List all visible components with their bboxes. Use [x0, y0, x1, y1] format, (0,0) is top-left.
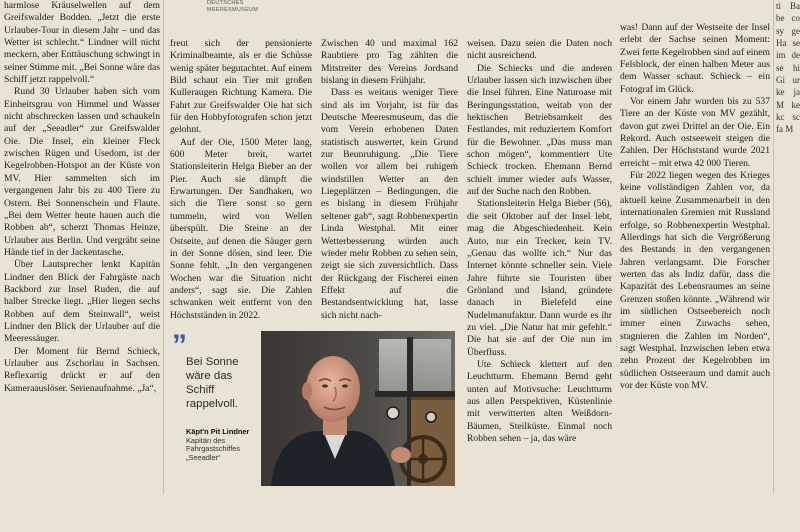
paragraph: freut sich der pensionierte Kriminalbeamte, als er die Schüsse wenig später begutachtet. Auf einem Bild schaut ein Tier mit großen Kulleraugen Richtung Kamera. Die Fahrt zur Greifswalder Oie hat sich für den Hobbyfotografen schon jetzt gelohnt.	[170, 38, 312, 136]
caption-name: Käpt'n Pit Lindner	[186, 427, 250, 436]
paragraph: weisen. Dazu seien die Daten noch nicht ausreichend.	[467, 38, 612, 62]
paragraph: Ute Schieck klettert auf den Leuchtturm. Ehemann Bernd geht unten auf Motivsuche: Leuchtturm aus allen Perspektiven, Küstenlinie mit verwitterten alten Weißdorn-Bäumen, Steilküste. Einmal noch Robben sehen – ja, das wäre	[467, 358, 612, 444]
paragraph: Vor einem Jahr wurden bis zu 537 Tiere an der Küste von MV gezählt, davon gut zwei Drittel an der Oie. Ein Rekord. Auch ostseeweit steigen die Zahlen. Der Höchststand wurde 2021 erreicht – mit etwa 42 000 Tieren.	[620, 96, 770, 169]
article-column-5	[620, 22, 770, 516]
column-rule	[163, 0, 164, 494]
column-rule	[773, 0, 774, 494]
adjacent-article-fragment: ti Ba be co sy ge Ha se im de se hi Gi ur ke ja M ke kc sc fa M	[776, 1, 800, 135]
quote-mark-icon: ”	[172, 329, 187, 362]
paragraph: Für 2022 liegen wegen des Krieges keine vollständigen Zahlen vor, da aktuell keine Zusammenarbeit in den internationalen Gremien mit Russland erfolge, so Robbenexpertin Westphal. Allerdings hat sich die Vergrößerung des Bestands in den vergangenen Jahren verlangsamt. Die Forscher werten das als Indiz dafür, dass die Kapazität des Lebensraumes an seine Grenzen stoßen könnte. „Während wir im südlichen Ostseebereich noch immer einen Zuwachs sehen, stagnieren die Zahlen im Norden“, sagt Westphal. Inzwischen leben etwa zehn Prozent der Kegelrobben im südlichen Ostseeraum und damit auch vor der Küste von MV.	[620, 170, 770, 391]
article-column-2	[170, 38, 312, 348]
paragraph: Der Moment für Bernd Schieck, Urlauber aus Zschorlau in Sachsen. Reflexartig drückt er auf den Kameraauslöser. Serienaufnahme. „Ja“,	[4, 345, 160, 394]
paragraph: harmlose Kräuselwellen auf dem Greifswalder Bodden. „Jetzt die erste Urlauber-Tour in diesem Jahr – und das Wetter ist schlecht.“ Lindner will nicht meckern, aber Enttäuschung schwingt in seiner Stimme mit. „Bei Sonne wäre das Schiff jetzt rappelvoll.“	[4, 0, 160, 86]
paragraph: Stationsleiterin Helga Bieber (56), die seit Oktober auf der Insel lebt, mag die Abgeschiedenheit. Kein Auto, nur ein Trecker, kein TV. „Genau das wollte ich.“ Nur das Internet könnte schneller sein. Viele Jahre führte sie Touristen über Grönland und Island, gründete danach in Bielefeld eine Nudelmanufaktur. Dann wurde es ihr zu viel. „Die Natur hat mir gefehlt.“ Die hat sie auf der Oie nun im Überfluss.	[467, 198, 612, 358]
article-column-3	[321, 38, 458, 348]
caption-text: Kapitän des Fahrgastschiffes „Seeadler“	[186, 435, 241, 462]
photo-captain	[261, 331, 455, 486]
header-museum-label: DEUTSCHES MEERESMUSEUM	[207, 0, 259, 13]
captain-photo-illustration	[261, 331, 455, 486]
paragraph: Rund 30 Urlauber haben sich vom Einheitsgrau von Himmel und Wasser nicht abschrecken lassen und schaukeln auf der „Seeadler“ zur Greifswalder Oie. Die Insel, ein kleiner Fleck zwischen Rügen und Usedom, ist der Kegelrobben-Hotspot an der Küste von MV. Hier sammelten sich im vergangenen Jahr bis zu 400 Tiere zu Ostern. Bei Sonnenschein und Flaute. „Bei dem Wetter heute hauen auch die Robben ab“, scherzt Thomas Heinze, Urlauber aus Berlin. Und vergräbt seine Hände tief in der Jackentasche.	[4, 86, 160, 258]
paragraph: Zwischen 40 und maximal 162 Raubtiere pro Tag zählten die Mitstreiter des Vereins Jordsand bislang in diesem Frühjahr.	[321, 38, 458, 87]
paragraph: Auf der Oie, 1500 Meter lang, 600 Meter breit, wartet Stationsleiterin Helga Bieber an der Pier. Auch sie dämpft die Erwartungen. Der Sandhaken, wo sich die Tiere sonst so gern tummeln, wird von Wellen überspült. Die Steine an der Ostseite, auf denen die Säuger gern in der Sonne dösen, sind leer. Die Sonne fehlt. „In den vergangenen Wochen war die Situation nicht anders“, sagt sie. Die Zahlen schwanken weit entfernt von den Höchstständen in 2022.	[170, 136, 312, 321]
photo-caption	[186, 428, 258, 462]
article-column-4	[467, 38, 612, 532]
paragraph: Über Lautsprecher lenkt Kapitän Lindner den Blick der Fahrgäste nach Backbord zur Insel Ruden, die auf halber Strecke liegt. „Hier liegen sechs Robben auf dem Steinwall“, weist Lindner den Blick der Urlauber auf die Meeressäuger.	[4, 259, 160, 345]
pull-quote: Bei Sonne wäre das Schiff rappelvoll.	[186, 356, 239, 410]
article-column-1	[4, 0, 160, 494]
paragraph: was! Dann auf der Westseite der Insel erlebt der Sachse seinen Moment: Zwei fette Kegelrobben sind auf einem Felsblock, der einen halben Meter aus dem Wasser schaut. Schieck – ein Fotograf im Glück.	[620, 22, 770, 95]
paragraph: Die Schiecks und die anderen Urlauber lassen sich inzwischen über die Insel führen. Eine Naturoase mit Beringungsstation, weitab von der hektischen Betriebsamkeit des Festlandes, mit reduziertem Komfort für die Bewohner. „Das muss man schon mögen“, kommentiert Ute Schieck trocken. Ehemann Bernd schielt immer wieder aufs Wasser, auf der Suche nach den Robben.	[467, 62, 612, 198]
paragraph: Dass es weitaus weniger Tiere sind als im Vorjahr, ist für das Deutsche Meeresmuseum, das die vom Verein erhobenen Daten statistisch auswertet, kein Grund zur Beunruhigung. „Die Tiere wollen vor allem bei ruhigem windstillen Wetter an den Liegeplätzen – Bedingungen, die es bislang in diesem Frühjahr seltener gab“, sagt Robbenexpertin Linda Westphal. Mit einer Wetterbesserung würden auch wieder mehr Robben zu sehen sein, zeigt sie sich zuversichtlich. Dass der Rückgang der Fischerei einen Effekt auf die Bestandsentwicklung hat, lasse sich nicht nach-	[321, 87, 458, 321]
